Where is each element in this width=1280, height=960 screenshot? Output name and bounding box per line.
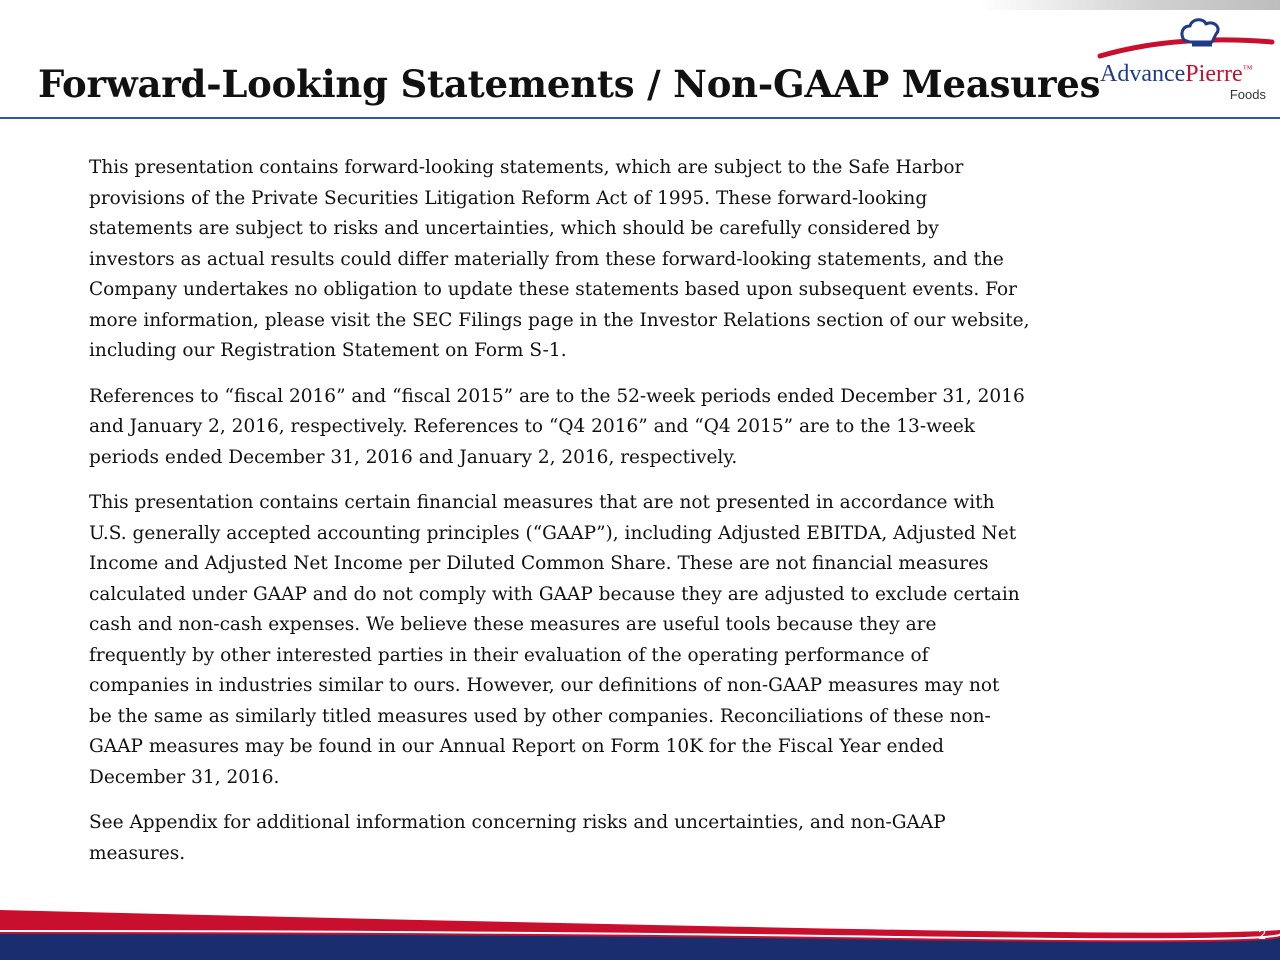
title-divider [0, 117, 1280, 119]
logo-tagline: Foods [1229, 87, 1266, 102]
paragraph-appendix: See Appendix for additional information concerning risks and uncertainties, and non-GAAP measures. [89, 812, 946, 864]
logo-word-advance: Advance [1100, 61, 1186, 87]
chef-hat-icon [1096, 12, 1276, 62]
page-number: 2 [1258, 926, 1266, 942]
paragraph-non-gaap: This presentation contains certain financial measures that are not presented in accordance with U.S. generally accepted accounting principles (“GAAP”), including Adjusted EBITDA, Adjusted Net Income and Adjusted Net Income per Diluted Common Share. These are not financial measures calculated under GAAP and do not comply with GAAP because they are adjusted to exclude certain cash and non-cash expenses. We believe these measures are useful tools because they are frequently by other interested parties in their evaluation of the operating performance of companies in industries similar to ours. However, our definitions of non-GAAP measures may not be the same as similarly titled measures used by other companies. Reconciliations of these non- GAAP measures may be found in our Annual Report on Form 10K for the Fiscal Year ended December 31, 2016. [89, 492, 1020, 788]
logo-word-pierre: Pierre [1185, 61, 1243, 87]
page-title: Forward-Looking Statements / Non-GAAP Measures [38, 62, 1101, 106]
footer-swoosh [0, 900, 1280, 960]
logo-wordmark [1100, 61, 1252, 88]
paragraph-fiscal-references: References to “fiscal 2016” and “fiscal 2015” are to the 52-week periods ended December 31, 2016 and January 2, 2016, respectively. References to “Q4 2016” and “Q4 2015” are to the 13-week periods ended December 31, 2016 and January 2, 2016, respectively. [89, 385, 1025, 468]
trademark-symbol: ™ [1242, 64, 1253, 75]
company-logo [1096, 12, 1276, 102]
paragraph-forward-looking: This presentation contains forward-looking statements, which are subject to the Safe Harbor provisions of the Private Securities Litigation Reform Act of 1995. These forward-looking statements are subject to risks and uncertainties, which should be carefully considered by investors as actual results could differ materially from these forward-looking statements, and the Company undertakes no obligation to update these statements based upon subsequent events. For more information, please visit the SEC Filings page in the Investor Relations section of our website, including our Registration Statement on Form S-1. [89, 157, 1030, 361]
body-content [89, 153, 1149, 884]
top-gray-gradient-bar [980, 0, 1280, 10]
